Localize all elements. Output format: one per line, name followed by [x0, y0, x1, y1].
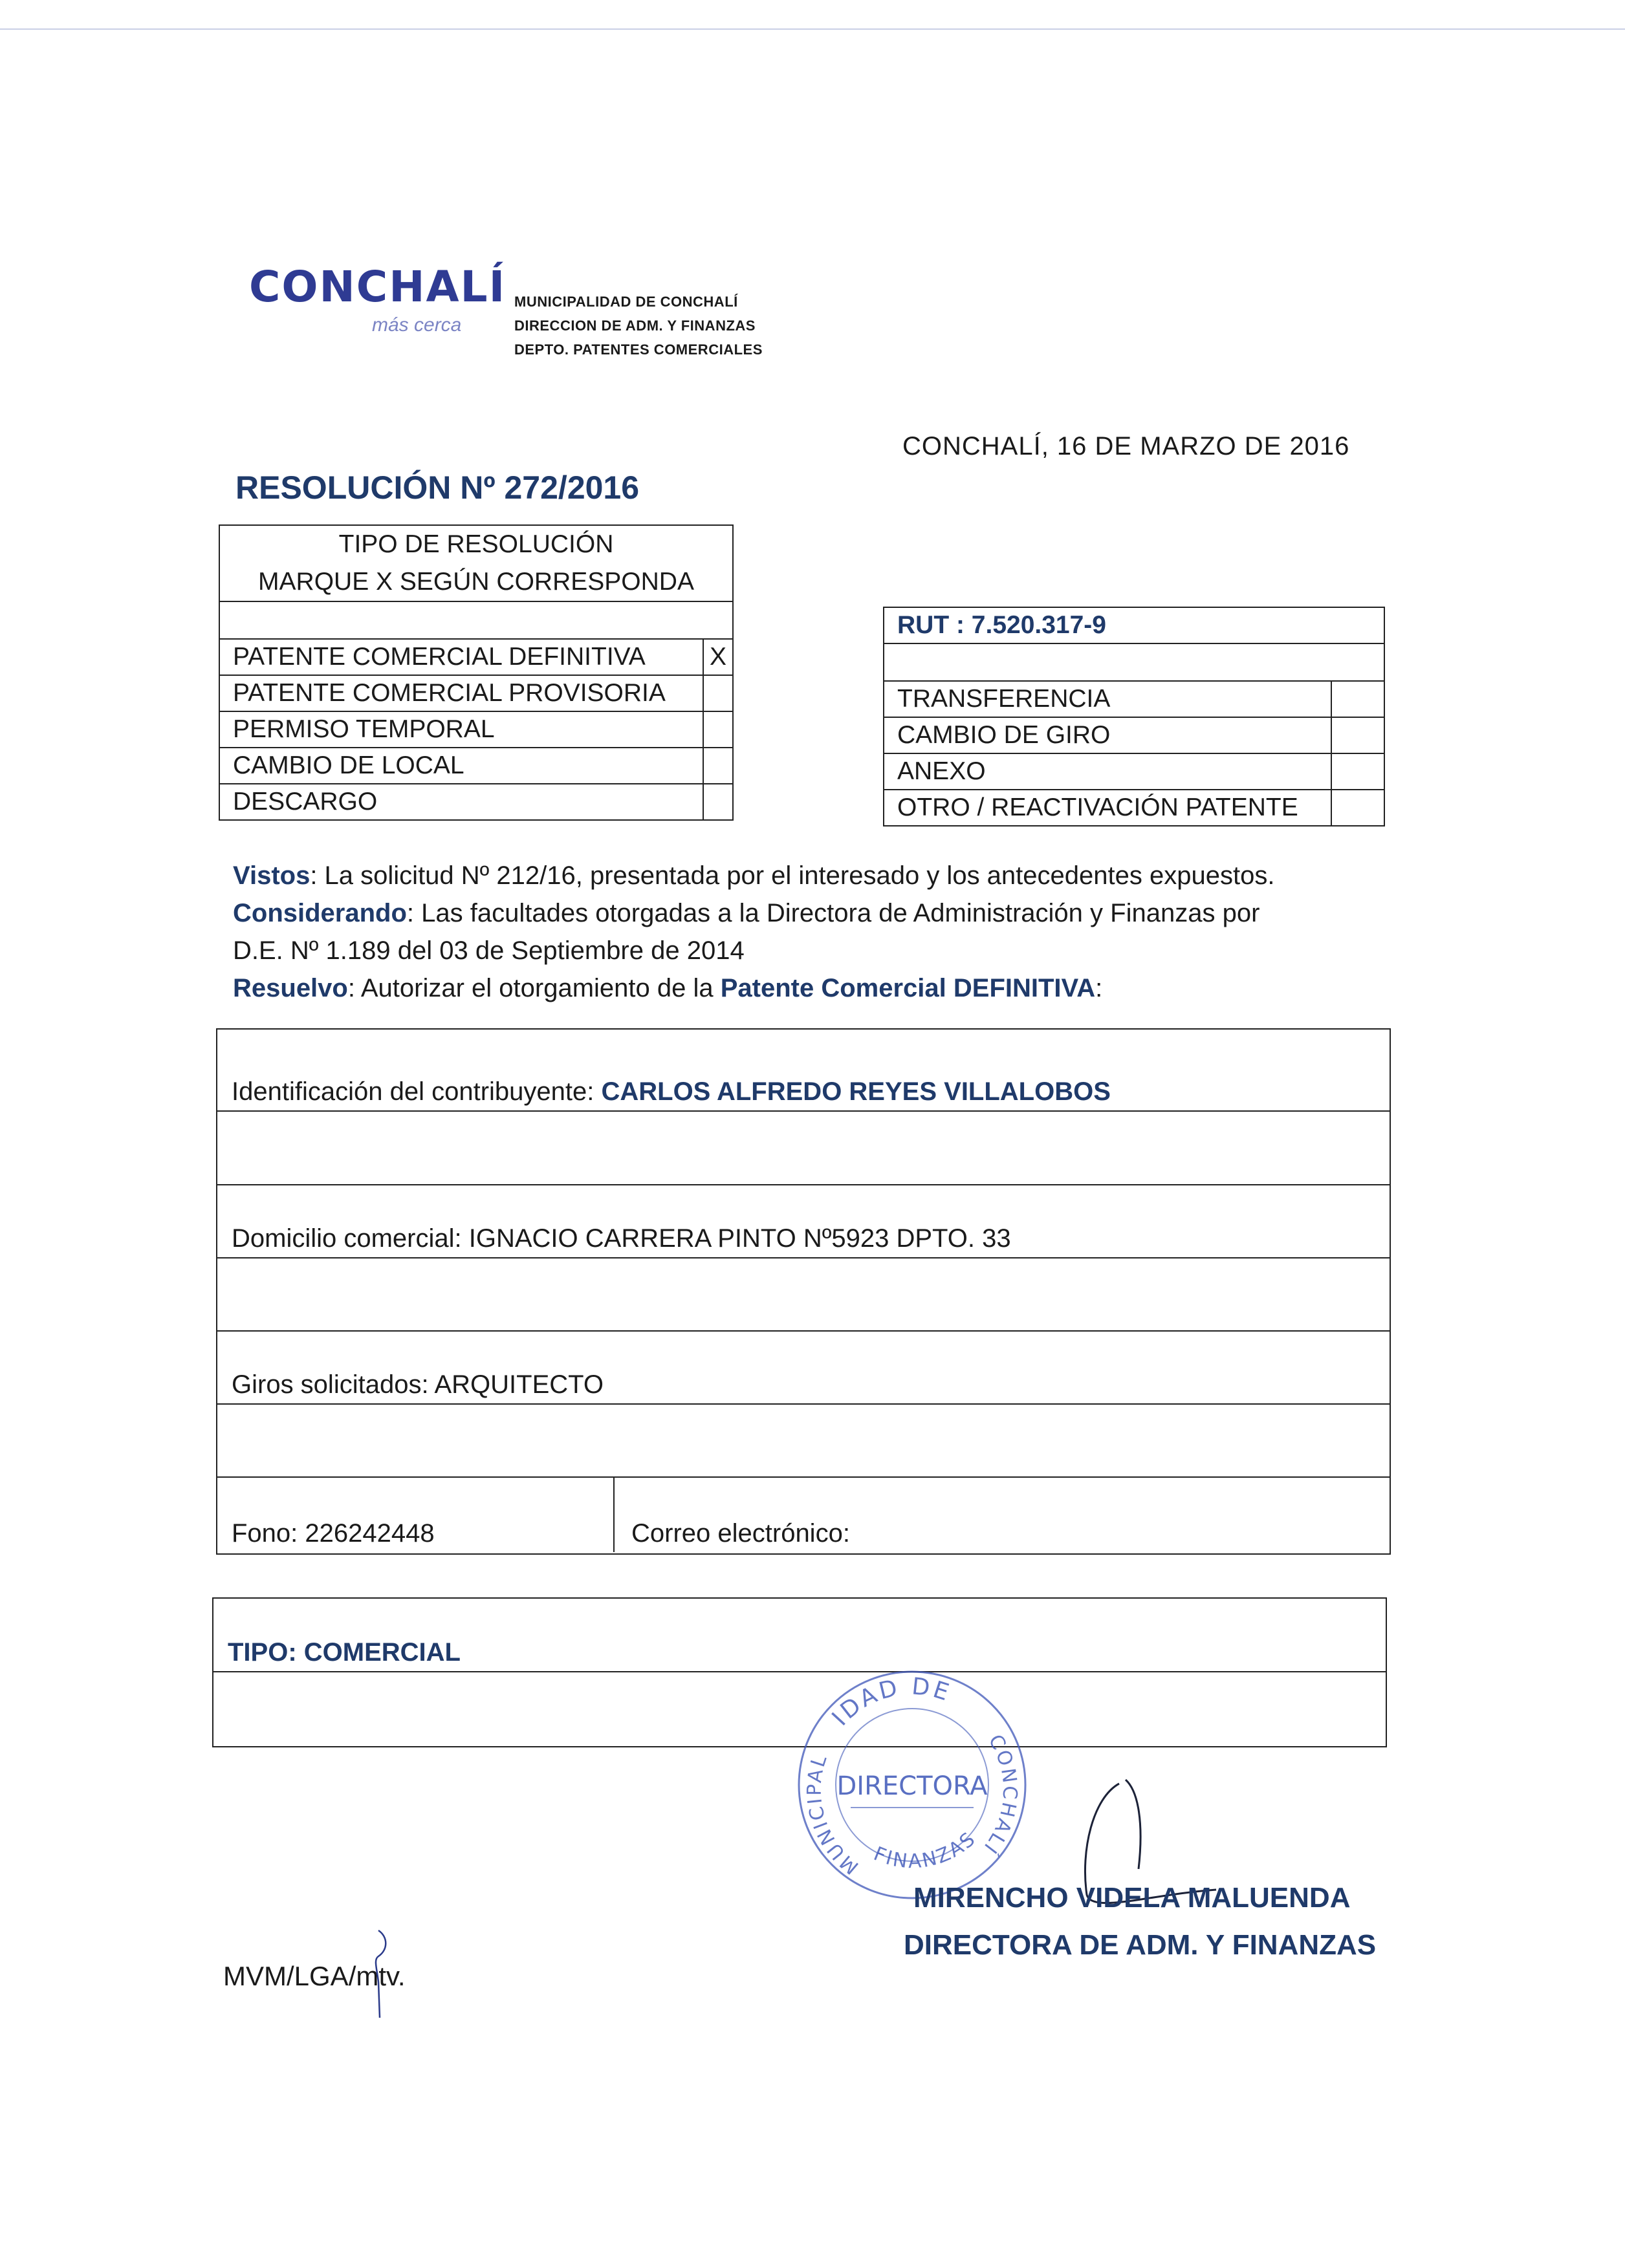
option-label: TRANSFERENCIA [884, 681, 1331, 717]
column-divider [613, 1478, 615, 1552]
option-label: DESCARGO [219, 784, 703, 820]
org-line: DEPTO. PATENTES COMERCIALES [514, 341, 763, 358]
domicilio-field: Domicilio comercial: IGNACIO CARRERA PINTO Nº5923 DPTO. 33 [232, 1224, 1011, 1253]
municipality-header [514, 290, 763, 362]
identificacion-label: Identificación del contribuyente: [232, 1077, 602, 1106]
directora-stamp [789, 1662, 1035, 1908]
option-row [219, 784, 733, 820]
rut-value: RUT : 7.520.317-9 [884, 607, 1384, 643]
blank-row [217, 1405, 1390, 1478]
resuelvo-line [233, 969, 1397, 1007]
conchali-logo: CONCHALÍ [249, 262, 507, 312]
tipo-label: TIPO: COMERCIAL [228, 1638, 461, 1667]
option-label: PATENTE COMERCIAL PROVISORIA [219, 675, 703, 711]
org-line: DIRECCION DE ADM. Y FINANZAS [514, 318, 756, 334]
identificacion-row [217, 1030, 1390, 1112]
identificacion-field [232, 1077, 1111, 1107]
option-row [884, 790, 1384, 826]
initials-flourish [359, 1924, 398, 2021]
identificacion-value: CARLOS ALFREDO REYES VILLALOBOS [601, 1077, 1111, 1106]
fono-field: Fono: 226242448 [232, 1519, 435, 1548]
considerando-text: : Las facultades otorgadas a la Directora de Administración y Finanzas por [406, 899, 1260, 927]
considerando-line-2: D.E. Nº 1.189 del 03 de Septiembre de 2014 [233, 936, 745, 965]
org-line: MUNICIPALIDAD DE CONCHALÍ [514, 294, 738, 310]
resolution-body [233, 857, 1397, 1007]
option-row [219, 639, 733, 675]
signatory-name: MIRENCHO VIDELA MALUENDA [913, 1882, 1351, 1914]
option-checkbox[interactable] [703, 711, 733, 748]
option-row [219, 748, 733, 784]
contributor-form [216, 1028, 1391, 1555]
giros-field: Giros solicitados: ARQUITECTO [232, 1370, 604, 1399]
option-checkbox[interactable]: X [703, 639, 733, 675]
contact-row [217, 1478, 1390, 1552]
domicilio-row [217, 1185, 1390, 1258]
rut-table [883, 607, 1385, 826]
stamp-left-text: MUNICIPAL [803, 1751, 864, 1879]
resuelvo-label: Resuelvo [233, 974, 348, 1002]
considerando-label: Considerando [233, 899, 407, 927]
resuelvo-bold: Patente Comercial DEFINITIVA [720, 974, 1096, 1002]
option-label: ANEXO [884, 753, 1331, 790]
stamp-right-text: CONCHALÍ [978, 1731, 1021, 1859]
stamp-center-text: DIRECTORA [836, 1771, 988, 1801]
option-row [219, 711, 733, 748]
option-row [219, 675, 733, 711]
stamp-bottom-text: FINANZAS [870, 1827, 981, 1874]
option-checkbox[interactable] [1331, 790, 1384, 826]
blank-row [219, 601, 733, 639]
blank-row [217, 1112, 1390, 1185]
option-label: CAMBIO DE GIRO [884, 717, 1331, 753]
resuelvo-text: : Autorizar el otorgamiento de la [347, 974, 721, 1002]
option-label: OTRO / REACTIVACIÓN PATENTE [884, 790, 1331, 826]
giros-row [217, 1332, 1390, 1405]
tipo-row [213, 1599, 1386, 1672]
option-label: PATENTE COMERCIAL DEFINITIVA [219, 639, 703, 675]
vistos-label: Vistos [233, 861, 311, 890]
tipo-table-header [219, 525, 733, 601]
document-date: CONCHALÍ, 16 DE MARZO DE 2016 [902, 432, 1350, 460]
scan-top-edge [0, 28, 1625, 30]
option-checkbox[interactable] [703, 784, 733, 820]
considerando-line [233, 894, 1397, 932]
option-row [884, 717, 1384, 753]
option-checkbox[interactable] [1331, 717, 1384, 753]
option-row [884, 681, 1384, 717]
correo-field: Correo electrónico: [631, 1519, 850, 1548]
logo-tagline: más cerca [372, 314, 462, 336]
svg-text:IDAD DE [827, 1673, 954, 1731]
option-label: CAMBIO DE LOCAL [219, 748, 703, 784]
header-line: TIPO DE RESOLUCIÓN [338, 530, 614, 558]
blank-row [217, 1258, 1390, 1332]
vistos-line [233, 857, 1397, 894]
signatory-title: DIRECTORA DE ADM. Y FINANZAS [904, 1929, 1377, 1961]
tipo-resolucion-table [219, 524, 734, 821]
stamp-top-text: IDAD DE [827, 1673, 955, 1731]
option-row [884, 753, 1384, 790]
svg-text:FINANZAS [871, 1827, 981, 1873]
option-checkbox[interactable] [1331, 681, 1384, 717]
resuelvo-end: : [1095, 974, 1103, 1002]
blank-row [884, 643, 1384, 681]
resolution-title: RESOLUCIÓN Nº 272/2016 [235, 470, 640, 506]
option-checkbox[interactable] [703, 748, 733, 784]
option-checkbox[interactable] [703, 675, 733, 711]
vistos-text: : La solicitud Nº 212/16, presentada por el interesado y los antecedentes expuestos. [310, 861, 1275, 890]
typist-initials: MVM/LGA/mtv. [223, 1961, 406, 1991]
svg-text:MUNICIPAL [803, 1751, 864, 1879]
option-checkbox[interactable] [1331, 753, 1384, 790]
header-line: MARQUE X SEGÚN CORRESPONDA [258, 568, 694, 596]
option-label: PERMISO TEMPORAL [219, 711, 703, 748]
